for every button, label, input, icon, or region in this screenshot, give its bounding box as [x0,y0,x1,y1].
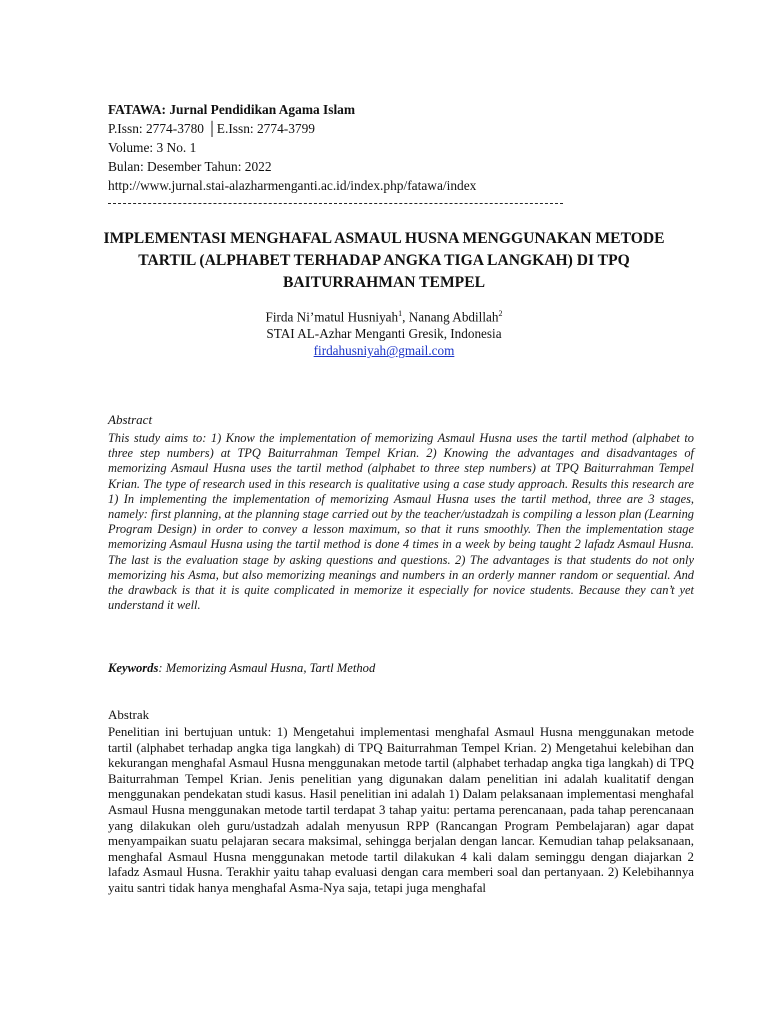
email-link[interactable]: firdahusniyah@gmail.com [313,343,455,359]
author-name: Nanang Abdillah [408,309,499,325]
author-superscript: 1 [398,309,403,318]
author-superscript: 2 [498,309,503,318]
affiliation: STAI AL-Azhar Menganti Gresik, Indonesia [266,326,502,342]
journal-date: Bulan: Desember Tahun: 2022 [108,159,272,174]
author-line [100,305,668,325]
abstract-text: This study aims to: 1) Know the implementation of memorizing Asmaul Husna uses the tartil method (alphabet to three step numbers) at TPQ Baiturrahman Tempel Krian. 2) Knowing the advantages and disadvantages of memorizing Asmaul Husna uses the tartil method (alphabet to three step numbers) at TPQ Baiturrahman Tempel Krian. The type of research used in this research is qualitative using a case study approach. Results this research are 1) In implementing the implementation of memorizing Asmaul Husna uses the tartil method, three are 3 stages, namely: first planning, at the planning stage carried out by the teacher/ustadzah is compiling a lesson plan (Learning Program Design) in order to convey a lesson maximum, so that it runs smoothly. Then the implementation stage memorizing Asmaul Husna using the tartil method is done 4 times in a week by being taught 2 lafadz Asmaul Husna. The last is the evaluation stage by asking questions and questions. 2) The advantages is that students do not only memorizing his Asma, but also memorizing meanings and numbers in an orderly manner random or sequential. And the drawback is that it is quite complicated in memorize it especially for novice students. Because they can’t yet understand it well. [108,431,694,613]
keywords-label: Keywords [108,661,159,675]
keywords-value: : Memorizing Asmaul Husna, Tartl Method [158,661,376,675]
author-name: Firda Ni’matul Husniyah [265,309,399,325]
abstract-heading: Abstract [108,412,153,427]
abstrak-heading: Abstrak [108,707,150,722]
journal-header [108,100,668,195]
journal-issn: P.Issn: 2774-3780 │E.Issn: 2774-3799 [108,121,316,136]
author-block [100,305,668,359]
article-title: IMPLEMENTASI MENGHAFAL ASMAUL HUSNA MENGGUNAKAN METODE TARTIL (ALPHABET TERHADAP ANGKA TIGA LANGKAH) DI TPQ BAITURRAHMAN TEMPEL [103,230,665,291]
journal-name: FATAWA: Jurnal Pendidikan Agama Islam [108,102,356,117]
header-divider [108,203,563,204]
journal-url[interactable]: http://www.jurnal.stai-alazharmenganti.ac.id/index.php/fatawa/index [108,178,477,193]
author-separator: , [402,309,409,325]
abstrak-text: Penelitian ini bertujuan untuk: 1) Mengetahui implementasi menghafal Asmaul Husna menggunakan metode tartil (alphabet terhadap angka tiga langkah) di TPQ Baiturrahman Tempel Krian. 2) Mengetahui kelebihan dan kekurangan menghafal Asmaul Husna menggunakan metode tartil (alphabet terhadap angka tiga langkah) di TPQ Baiturrahman Tempel Krian. Jenis penelitian yang digunakan dalam penelitian ini adalah kualitatif dengan menggunakan pendekatan studi kasus. Hasil penelitian ini adalah 1) Dalam pelaksanaan implementasi menghafal Asmaul Husna menggunakan metode tartil terdapat 3 tahap yaitu: pertama perencanaan, pada tahap perencanaan yang dilakukan oleh guru/ustadzah adalah menyusun RPP (Rancangan Program Pembelajaran) agar dapat menyampaikan suatu pelajaran secara maksimal, sehingga berjalan dengan lancar. Kemudian tahap pelaksanaan, menghafal Asmaul Husna menggunakan metode tartil dilakukan 4 kali dalam seminggu dengan diajarkan 2 lafadz Asmaul Husna. Terakhir yaitu tahap evaluasi dengan cara memberi soal dan pertanyaan. 2) Kelebihannya yaitu santri tidak hanya menghafal Asma-Nya saja, tetapi juga menghafal [108,725,694,895]
journal-volume: Volume: 3 No. 1 [108,140,197,155]
keywords-line [108,661,375,676]
